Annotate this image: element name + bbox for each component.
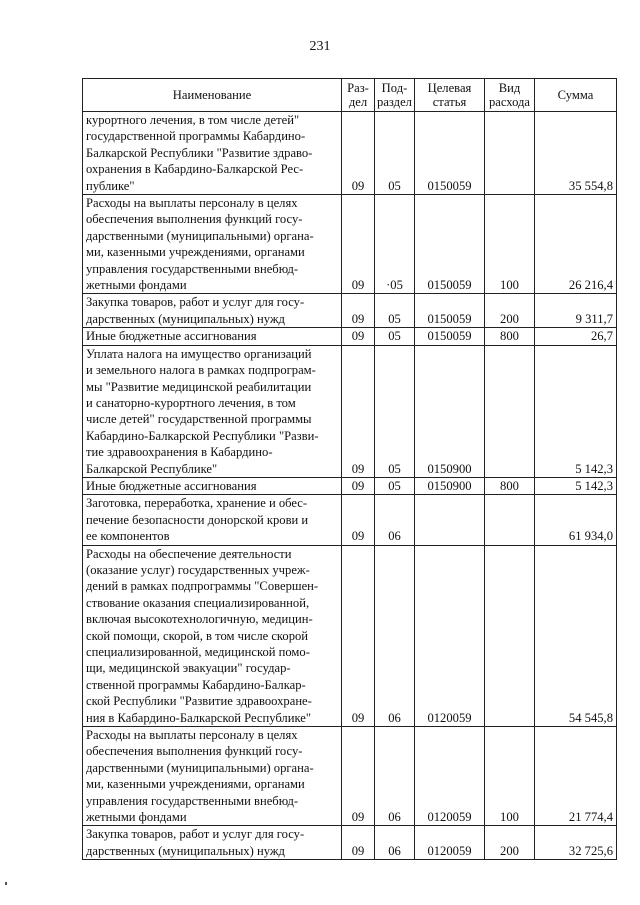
row-name: Заготовка, переработка, хранение и обес- печение безопасности донорской крови и ее компонентов <box>83 495 342 545</box>
table-row <box>83 477 617 494</box>
row-section: 09 <box>342 477 375 494</box>
row-target-article: 0120059 <box>415 727 485 826</box>
row-expense-type <box>485 345 535 477</box>
row-amount: 9 311,7 <box>535 294 617 328</box>
row-subsection: 05 <box>375 328 415 345</box>
row-subsection: 06 <box>375 826 415 860</box>
row-target-article: 0150059 <box>415 294 485 328</box>
row-name: Расходы на выплаты персоналу в целях обеспечения выполнения функций госу- дарственными (муниципальными) органа- ми, казенными учреждениями, органами управления государственными внебюд- жетными фондами <box>83 195 342 294</box>
table-row <box>83 826 617 860</box>
table-row <box>83 545 617 726</box>
row-name: Иные бюджетные ассигнования <box>83 328 342 345</box>
header-amount: Сумма <box>535 79 617 112</box>
row-expense-type <box>485 495 535 545</box>
row-section: 09 <box>342 727 375 826</box>
row-subsection: 05 <box>375 477 415 494</box>
row-target-article: 0150059 <box>415 112 485 195</box>
row-section: 09 <box>342 495 375 545</box>
row-name: Уплата налога на имущество организаций и земельного налога в рамках подпрограм- мы "Развитие медицинской реабилитации и санаторно-курортного лечения, в том числе детей" государственной программы Кабардино-Балкарской Республики "Разви- тие здравоохранения в Кабардино- Балкарской Республике" <box>83 345 342 477</box>
table-header-row <box>83 79 617 112</box>
row-name: Расходы на обеспечение деятельности (оказание услуг) государственных учреж- дений в рамках подпрограммы "Совершен- ствование оказания специализированной, включая высокотехнологичную, медицин- ской помощи, скорой, в том числе скорой специализированной, медицинской помо- щи, медицинской эвакуации" государ- ственной программы Кабардино-Балкар- ской Республики "Развитие здравоохране- ния в Кабардино-Балкарской Республике" <box>83 545 342 726</box>
header-name: Наименование <box>83 79 342 112</box>
row-section: 09 <box>342 826 375 860</box>
row-subsection: 05 <box>375 112 415 195</box>
row-target-article: 0150059 <box>415 195 485 294</box>
row-name: Закупка товаров, работ и услуг для госу- дарственных (муниципальных) нужд <box>83 294 342 328</box>
row-expense-type <box>485 545 535 726</box>
row-name: Расходы на выплаты персоналу в целях обеспечения выполнения функций госу- дарственными (муниципальными) органа- ми, казенными учреждениями, органами управления государственными внебюд- жетными фондами <box>83 727 342 826</box>
table-row <box>83 727 617 826</box>
row-subsection: 06 <box>375 545 415 726</box>
row-section: 09 <box>342 345 375 477</box>
table-row <box>83 495 617 545</box>
row-amount: 5 142,3 <box>535 477 617 494</box>
row-expense-type: 100 <box>485 195 535 294</box>
row-name: Закупка товаров, работ и услуг для госу- дарственных (муниципальных) нужд <box>83 826 342 860</box>
row-target-article: 0150059 <box>415 328 485 345</box>
row-amount: 26,7 <box>535 328 617 345</box>
scan-speck <box>5 882 7 885</box>
row-expense-type: 100 <box>485 727 535 826</box>
row-section: 09 <box>342 545 375 726</box>
row-expense-type: 200 <box>485 826 535 860</box>
row-section: 09 <box>342 294 375 328</box>
row-section: 09 <box>342 328 375 345</box>
row-target-article: 0150900 <box>415 477 485 494</box>
row-amount: 26 216,4 <box>535 195 617 294</box>
row-expense-type: 200 <box>485 294 535 328</box>
row-subsection: 05 <box>375 345 415 477</box>
table-row <box>83 112 617 195</box>
header-expense-type: Вид расхода <box>485 79 535 112</box>
row-amount: 54 545,8 <box>535 545 617 726</box>
row-section: 09 <box>342 195 375 294</box>
row-target-article <box>415 495 485 545</box>
table-row <box>83 345 617 477</box>
table-row <box>83 195 617 294</box>
row-subsection: ·05 <box>375 195 415 294</box>
row-subsection: 06 <box>375 495 415 545</box>
row-amount: 32 725,6 <box>535 826 617 860</box>
table-row <box>83 328 617 345</box>
row-amount: 21 774,4 <box>535 727 617 826</box>
row-subsection: 06 <box>375 727 415 826</box>
row-target-article: 0150900 <box>415 345 485 477</box>
row-name: Иные бюджетные ассигнования <box>83 477 342 494</box>
header-subsection: Под- раздел <box>375 79 415 112</box>
row-expense-type <box>485 112 535 195</box>
header-section: Раз- дел <box>342 79 375 112</box>
row-amount: 5 142,3 <box>535 345 617 477</box>
row-section: 09 <box>342 112 375 195</box>
row-expense-type: 800 <box>485 328 535 345</box>
row-expense-type: 800 <box>485 477 535 494</box>
row-target-article: 0120059 <box>415 545 485 726</box>
row-subsection: 05 <box>375 294 415 328</box>
row-amount: 61 934,0 <box>535 495 617 545</box>
row-target-article: 0120059 <box>415 826 485 860</box>
header-target-article: Целевая статья <box>415 79 485 112</box>
table-row <box>83 294 617 328</box>
page-number: 231 <box>309 39 331 54</box>
row-amount: 35 554,8 <box>535 112 617 195</box>
budget-table <box>82 78 617 860</box>
row-name: курортного лечения, в том числе детей" государственной программы Кабардино- Балкарской Республики "Развитие здраво- охранения в Кабардино-Балкарской Рес- публике" <box>83 112 342 195</box>
